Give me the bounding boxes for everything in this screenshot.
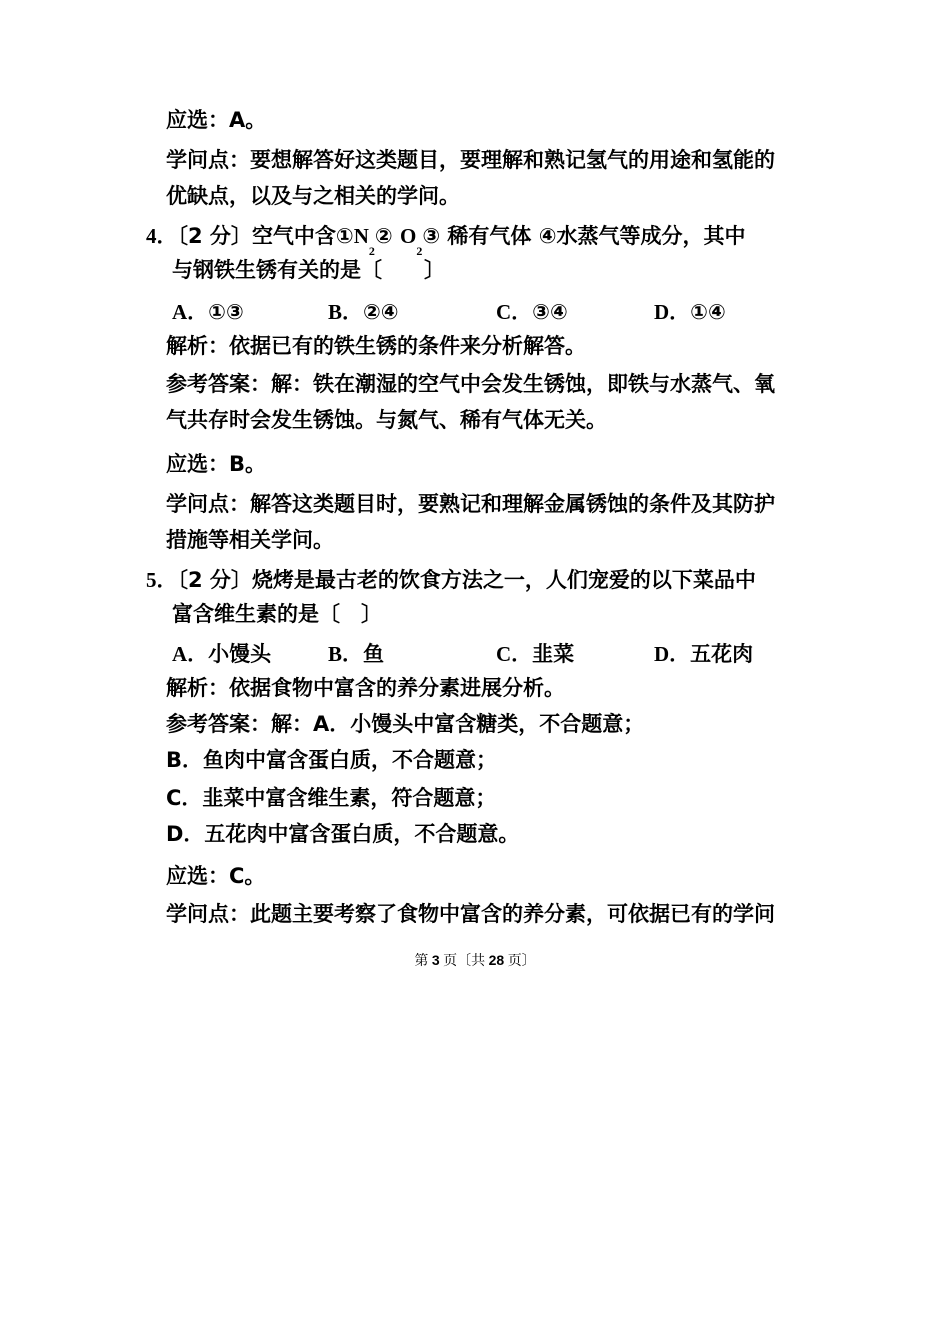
page-number: 3 (431, 952, 440, 968)
q5-stem-line2: 富含维生素的是〔 〕 (172, 602, 382, 626)
q4-stem-line1 (146, 222, 746, 258)
q4-point-line2: 措施等相关学问。 (166, 528, 334, 552)
q4-n2: $N_2$ (353, 224, 375, 258)
q4-number: 4． (146, 224, 178, 248)
q5-option-c: C．韭菜 (496, 642, 575, 666)
q4-analysis: 解析：依据已有的铁生锈的条件来分析解答。 (166, 334, 586, 358)
page-footer: 第 3 页〔共 28 页〕 (414, 952, 536, 969)
q5-analysis: 解析：依据食物中富含的养分素进展分析。 (166, 676, 565, 700)
q4-option-c: C．③④ (496, 300, 568, 324)
q5-number: 5． (146, 568, 178, 592)
q5-score: 〔2 分〕 (177, 568, 252, 592)
q3-answer: 应选：A。 (166, 108, 267, 132)
q5-reference-line2: B．鱼肉中富含蛋白质，不合题意； (166, 748, 498, 772)
q5-option-a: A．小馒头 (172, 642, 272, 666)
q4-answer: 应选：B。 (166, 452, 267, 476)
q5-option-d: D．五花肉 (654, 642, 754, 666)
q4-reference-line1: 参考答案：解：铁在潮湿的空气中会发生锈蚀，即铁与水蒸气、氧 (166, 372, 775, 396)
q4-reference-line2: 气共存时会发生锈蚀。与氮气、稀有气体无关。 (166, 408, 607, 432)
q5-reference-line3: C．韭菜中富含维生素，符合题意； (166, 786, 497, 810)
q4-stem-part-a: 空气中含① (251, 224, 354, 248)
q4-option-a: A．①③ (172, 300, 244, 324)
q4-stem-part-c: ③ 稀有气体 ④水蒸气等成分，其中 (422, 224, 746, 248)
q4-stem-part-b: ② (374, 224, 393, 248)
q5-stem-text: 烧烤是最古老的饮食方法之一，人们宠爱的以下菜品中 (251, 568, 756, 592)
q4-score: 〔2 分〕 (177, 224, 252, 248)
q5-point-line1: 学问点：此题主要考察了食物中富含的养分素，可依据已有的学问 (166, 902, 775, 926)
q4-stem-line2: 与钢铁生锈有关的是〔 〕 (172, 258, 445, 282)
q4-option-d: D．①④ (654, 300, 726, 324)
q5-reference-line4: D．五花肉中富含蛋白质，不合题意。 (166, 822, 520, 846)
q5-option-b: B．鱼 (328, 642, 385, 666)
q4-option-b: B．②④ (328, 300, 399, 324)
q4-point-line1: 学问点：解答这类题目时，要熟记和理解金属锈蚀的条件及其防护 (166, 492, 775, 516)
q5-reference-line1: 参考答案：解：A．小馒头中富含糖类，不合题意； (166, 712, 645, 736)
q3-point-line1: 学问点：要想解答好这类题目，要理解和熟记氢气的用途和氢能的 (166, 148, 775, 172)
q4-o2: $O_2$ (399, 224, 423, 258)
page-total: 28 (488, 952, 505, 968)
q3-point-line2: 优缺点，以及与之相关的学问。 (166, 184, 460, 208)
q5-answer: 应选：C。 (166, 864, 266, 888)
q5-stem-line1 (146, 566, 756, 594)
